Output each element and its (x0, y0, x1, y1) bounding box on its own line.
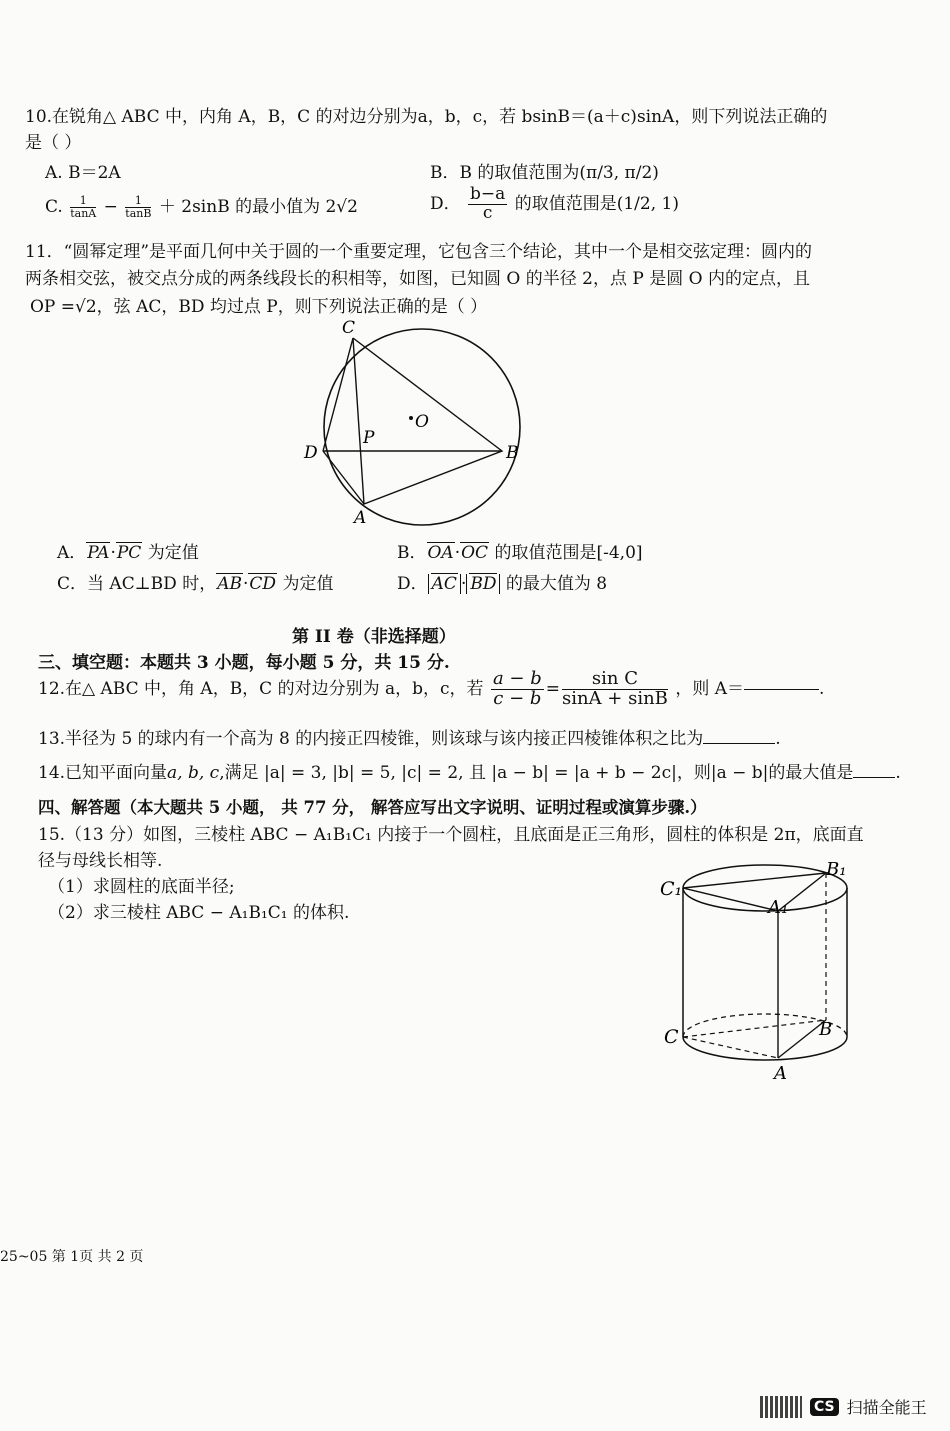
q15-line1: 15.（13 分）如图，三棱柱 ABC − A₁B₁C₁ 内接于一个圆柱，且底面是正三角形，圆柱的体积是 2π，底面直 (38, 825, 864, 845)
q11-option-a-text: 为定值 (147, 543, 199, 563)
vector-ab: AB (217, 574, 242, 594)
fraction (125, 195, 151, 219)
q14-ask: |a − b| (710, 763, 769, 783)
q13 (38, 724, 781, 749)
label-a: A (354, 508, 367, 528)
fraction-denominator: tanB (125, 207, 152, 220)
label-c: C (664, 1026, 679, 1048)
label-c1: C₁ (660, 878, 683, 900)
q10-option-b-prefix: B．B 的取值范围为 (430, 163, 580, 183)
q15-line2: 径与母线长相等. (38, 851, 163, 871)
q13-end: . (775, 729, 781, 749)
q15-sub1: （1）求圆柱的底面半径; (48, 877, 235, 897)
q12 (38, 670, 824, 709)
vector-ac: AC (431, 574, 457, 594)
q11-option-b: B．OA·OC 的取值范围是[-4,0] (397, 543, 643, 563)
answer-blank[interactable] (853, 777, 895, 778)
fraction-numerator: a − b (492, 668, 542, 689)
q15-cylinder-figure (650, 855, 865, 1090)
fraction-denominator: tanA (70, 207, 97, 220)
q10-line2: 是（ ） (25, 133, 82, 153)
vector-pa: PA (87, 543, 110, 563)
fraction-numerator: 1 (125, 195, 151, 208)
q13-text: 13.半径为 5 的球内有一个高为 8 的内接正四棱锥，则该球与该内接正四棱锥体积之比为 (38, 729, 704, 749)
q10-option-c: C. $\frac{1}{\tan A}$ − $\frac{1}{\tan B}$ ＋ 2sinB 的最小值为 2√2 (45, 194, 358, 220)
fraction-denominator: c − b (493, 687, 542, 709)
section3-heading: 三、填空题：本题共 3 小题，每小题 5 分，共 15 分. (38, 653, 450, 673)
label-a: A (774, 1063, 787, 1084)
q12-prefix: 12.在△ ABC 中，角 A，B，C 的对边分别为 a，b，c，若 (38, 678, 484, 699)
label-d: D (304, 443, 318, 463)
fraction (70, 195, 96, 219)
base-ca (683, 1037, 778, 1058)
segment-da (323, 451, 364, 504)
fraction-numerator: 1 (70, 195, 96, 208)
q11-option-b-label: B． (397, 543, 427, 563)
q10-option-d (430, 186, 679, 223)
q10-option-b-value: (π/3, π/2) (579, 163, 659, 183)
fraction-numerator: b−a (470, 184, 506, 204)
base-cb (683, 1020, 826, 1037)
fraction-numerator: sin C (562, 670, 668, 690)
label-b: B (819, 1019, 833, 1040)
vector-oc: OC (461, 543, 489, 563)
q10-option-a: A. B＝2A (45, 163, 121, 183)
q11-option-a: A．PA·PC 为定值 (57, 543, 199, 563)
q11-option-b-text: 的取值范围是[-4,0] (494, 543, 643, 563)
q14-condition: ,满足 |a| = 3, |b| = 5, |c| = 2, 且 |a − b| = |a + b − 2c| (219, 763, 677, 783)
q14 (38, 758, 901, 783)
q14-then: ，则 (676, 763, 711, 783)
fraction (491, 670, 544, 709)
fraction (468, 186, 507, 223)
vector-bd: BD (470, 574, 497, 594)
answer-blank[interactable] (744, 689, 819, 690)
vector-oa: OA (427, 543, 454, 563)
q14-prefix: 14.已知平面向量 (38, 763, 168, 783)
q11-option-d-label: D． (397, 574, 428, 594)
scanner-watermark (760, 1395, 927, 1418)
part2-title: 第 II 卷（非选择题） (292, 627, 456, 647)
q11-option-c-text: 为定值 (282, 574, 334, 594)
vector-pc: PC (116, 543, 142, 563)
q10-line1: 10.在锐角△ ABC 中，内角 A，B，C 的对边分别为a，b，c，若 bsinB＝(a＋c)sinA，则下列说法正确的 (25, 107, 828, 127)
watermark-text: 扫描全能王 (846, 1398, 927, 1417)
equals-sign: = (545, 678, 560, 699)
q10-option-c-label: C. (45, 197, 63, 217)
q12-suffix: ，则 A＝ (675, 678, 745, 699)
q11-option-c-label: C．当 AC⊥BD 时， (57, 574, 217, 594)
qr-code-icon (760, 1396, 802, 1418)
q10-option-d-label: D． (430, 193, 461, 214)
label-b1: B₁ (826, 859, 847, 880)
label-p: P (363, 428, 375, 448)
page-footer: 25~05 第 1页 共 2 页 (0, 1249, 144, 1265)
q14-suffix: 的最大值是 (768, 763, 854, 783)
answer-blank[interactable] (703, 743, 775, 744)
q14-end: . (895, 763, 901, 783)
label-a1: A₁ (768, 897, 789, 918)
vector-cd: CD (249, 574, 277, 594)
center-point (409, 416, 413, 420)
fraction-denominator: c (482, 202, 493, 223)
label-o: O (415, 412, 429, 432)
q11-line1: 11．“圆幂定理”是平面几何中关于圆的一个重要定理，它包含三个结论，其中一个是相交弦定理：圆内的 (25, 242, 813, 262)
q10-option-b (430, 158, 659, 183)
top-triangle (683, 873, 826, 911)
label-b: B (506, 443, 519, 463)
label-c: C (342, 318, 356, 338)
q12-end: . (819, 678, 825, 699)
q11-line2: 两条相交弦，被交点分成的两条线段长的积相等，如图，已知圆 O 的半径 2，点 P 是圆 O 内的定点，且 (25, 269, 810, 289)
q11-option-d: D． AC · BD 的最大值为 8 (397, 574, 608, 594)
q10-option-d-suffix: 的取值范围是(1/2, 1) (514, 193, 679, 214)
q11-option-a-label: A． (57, 543, 87, 563)
q11-option-c: C．当 AC⊥BD 时，AB·CD 为定值 (57, 574, 334, 594)
q11-circle-figure (290, 315, 540, 530)
bottom-ellipse-front (683, 1037, 847, 1060)
q11-line3: OP =√2，弦 AC，BD 均过点 P，则下列说法正确的是（ ） (30, 297, 488, 317)
q11-option-d-text: 的最大值为 8 (505, 574, 608, 594)
q10-option-c-suffix: ＋ 2sinB 的最小值为 2√2 (158, 197, 358, 217)
fraction-denominator: sinA + sinB (561, 687, 668, 709)
q15-sub2: （2）求三棱柱 ABC − A₁B₁C₁ 的体积. (48, 903, 350, 923)
q14-vectors: a, b, c (167, 763, 220, 783)
cs-badge: CS (810, 1398, 839, 1416)
section4-heading: 四、解答题（本大题共 5 小题， 共 77 分， 解答应写出文字说明、证明过程或演算步骤.） (38, 798, 707, 817)
fraction (562, 670, 668, 709)
segment-dc (323, 338, 353, 451)
top-ellipse (683, 865, 847, 911)
